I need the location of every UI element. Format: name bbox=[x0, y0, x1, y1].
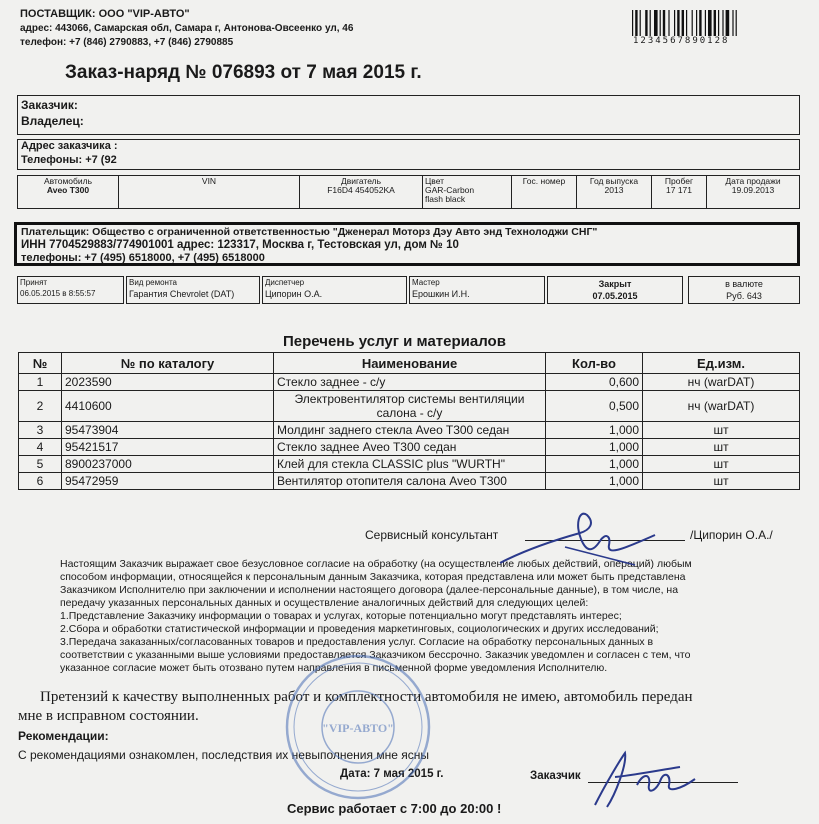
recommendations-ack: С рекомендациями ознакомлен, последствия их невыполнения мне ясны bbox=[18, 748, 429, 762]
phones-label: Телефоны: +7 (92 bbox=[21, 154, 117, 166]
list-title: Перечень услуг и материалов bbox=[283, 333, 506, 350]
closed-cell: Закрыт 07.05.2015 bbox=[547, 276, 683, 304]
barcode-bar bbox=[682, 10, 684, 36]
col-header-unit: Ед.изм. bbox=[643, 353, 800, 374]
claim-text-2: мне в исправном состоянии. bbox=[18, 708, 199, 724]
items-table bbox=[18, 352, 800, 490]
supplier-address: адрес: 443066, Самарская обл, Самара г, Антонова-Овсеенко ул, 46 bbox=[20, 23, 354, 34]
barcode-bar bbox=[654, 10, 658, 36]
table-row: 5 8900237000 Клей для стекла CLASSIC plus "WURTH" 1,000 шт bbox=[19, 456, 800, 473]
owner-label: Владелец: bbox=[21, 114, 84, 128]
barcode-bar bbox=[650, 10, 651, 36]
address-box bbox=[17, 139, 800, 170]
supplier-phone: телефон: +7 (846) 2790883, +7 (846) 2790885 bbox=[20, 37, 234, 48]
barcode-bar bbox=[708, 10, 712, 36]
consultant-label: Сервисный консультант bbox=[365, 528, 499, 542]
barcode-bar bbox=[645, 10, 647, 36]
vehicle-mileage-cell: Пробег 17 171 bbox=[652, 176, 707, 209]
barcode-bar bbox=[660, 10, 661, 36]
consent-text: Настоящим Заказчик выражает свое безусловное согласие на обработку (на осуществление любых действий, операций) любым способом информации, относящейся к персональным данным Заказчика, которая представлена или может быть представлена Заказчиком Исполнителю при заключении и исполнении настоящего договора (далее-персональные данные), в том числе, на передачу указанных персональных данных и осуществление аналогичных действий для следующих целей: 1.Представление Заказчику информации о товарах и услугах, которые потенциально могут представлять интерес; 2.Сбора и обработки статистической информации и проведения маркетинговых, социологических и других исследований; 3.Передача заказанных/согласованных товаров и предоставления услуг. Согласие на обработку персональных данных в соответствии с указанными выше условиями предоставляется Заказчиком бессрочно. Заказчик уведомлен и согласен с тем, что указанное согласие может быть отозвано путем направления в письменной форме уведомления Исполнителю. bbox=[60, 558, 692, 674]
supplier-name: ПОСТАВЩИК: ООО "VIP-АВТО" bbox=[20, 8, 190, 20]
vehicle-engine-cell: Двигатель F16D4 454052KA bbox=[300, 176, 423, 209]
consultant-name: /Ципорин О.А./ bbox=[690, 528, 773, 542]
vehicle-table bbox=[17, 175, 800, 209]
payer-box bbox=[14, 222, 800, 266]
stamp-text: "VIP-АВТО" bbox=[322, 721, 394, 735]
items-header-row bbox=[19, 353, 800, 374]
payer-inn-address: ИНН 7704529883/774901001 адрес: 123317, Москва г, Тестовская ул, дом № 10 bbox=[21, 239, 459, 251]
barcode-bar bbox=[726, 10, 730, 36]
table-row: 2 4410600 Электровентилятор системы вентиляции салона - с/у 0,500 нч (warDAT) bbox=[19, 391, 800, 422]
customer-label: Заказчик: bbox=[21, 98, 78, 112]
barcode-bar bbox=[677, 10, 679, 36]
accepted-cell: Принят 06.05.2015 в 8:55:57 bbox=[17, 276, 124, 304]
barcode bbox=[630, 10, 780, 36]
claim-text-1: Претензий к качеству выполненных работ и комплектности автомобиля не имею, автомобиль передан bbox=[40, 689, 693, 705]
barcode-bar bbox=[663, 10, 665, 36]
barcode-bar bbox=[635, 10, 637, 36]
customer-box bbox=[17, 95, 800, 135]
barcode-bar bbox=[686, 10, 687, 36]
customer-signature bbox=[585, 745, 705, 820]
master-cell: Мастер Ерошкин И.Н. bbox=[409, 276, 545, 304]
vehicle-year-cell: Год выпуска 2013 bbox=[577, 176, 652, 209]
payer-phones: телефоны: +7 (495) 6518000, +7 (495) 6518000 bbox=[21, 252, 265, 264]
barcode-number: 1234567890128 bbox=[633, 36, 730, 46]
barcode-bar bbox=[668, 10, 669, 36]
page-title: Заказ-наряд № 076893 от 7 мая 2015 г. bbox=[65, 62, 422, 83]
col-header-qty: Кол-во bbox=[546, 353, 643, 374]
sign-date: Дата: 7 мая 2015 г. bbox=[340, 768, 444, 780]
currency-cell: в валюте Руб. 643 bbox=[688, 276, 800, 304]
repair-type-cell: Вид ремонта Гарантия Chevrolet (DAT) bbox=[126, 276, 260, 304]
barcode-bar bbox=[692, 10, 693, 36]
vehicle-car-cell: Автомобиль Aveo T300 bbox=[18, 176, 119, 209]
vehicle-color-cell: Цвет GAR-Carbon flash black bbox=[423, 176, 512, 209]
barcode-bar bbox=[699, 10, 701, 36]
customer-sign-label: Заказчик bbox=[530, 770, 581, 782]
dispatcher-cell: Диспетчер Ципорин О.А. bbox=[262, 276, 407, 304]
barcode-bar bbox=[640, 10, 641, 36]
barcode-bar bbox=[736, 10, 737, 36]
barcode-bar bbox=[696, 10, 697, 36]
table-row: 4 95421517 Стекло заднее Aveo T300 седан 1,000 шт bbox=[19, 439, 800, 456]
vehicle-sale-cell: Дата продажи 19.09.2013 bbox=[707, 176, 800, 209]
barcode-bar bbox=[732, 10, 733, 36]
barcode-bar bbox=[722, 10, 723, 36]
recommendations-label: Рекомендации: bbox=[18, 729, 109, 743]
col-header-name: Наименование bbox=[274, 353, 546, 374]
table-row: 3 95473904 Молдинг заднего стекла Aveo T300 седан 1,000 шт bbox=[19, 422, 800, 439]
company-stamp bbox=[283, 652, 433, 802]
barcode-bar bbox=[718, 10, 719, 36]
barcode-bar bbox=[674, 10, 675, 36]
address-label: Адрес заказчика : bbox=[21, 140, 118, 152]
payer-name: Плательщик: Общество с ограниченной ответственностью "Дженерал Моторз Дэу Авто энд Технолоджи СНГ" bbox=[21, 226, 598, 238]
barcode-bar bbox=[632, 10, 633, 36]
table-row: 1 2023590 Стекло заднее - с/у 0,600 нч (warDAT) bbox=[19, 374, 800, 391]
barcode-bar bbox=[714, 10, 716, 36]
vehicle-vin-cell: VIN bbox=[119, 176, 300, 209]
vehicle-plate-cell: Гос. номер bbox=[512, 176, 577, 209]
consultant-signature bbox=[495, 505, 665, 580]
service-hours: Сервис работает с 7:00 до 20:00 ! bbox=[287, 801, 502, 816]
table-row: 6 95472959 Вентилятор отопителя салона Aveo T300 1,000 шт bbox=[19, 473, 800, 490]
col-header-catalog: № по каталогу bbox=[62, 353, 274, 374]
barcode-bar bbox=[705, 10, 706, 36]
col-header-no: № bbox=[19, 353, 62, 374]
